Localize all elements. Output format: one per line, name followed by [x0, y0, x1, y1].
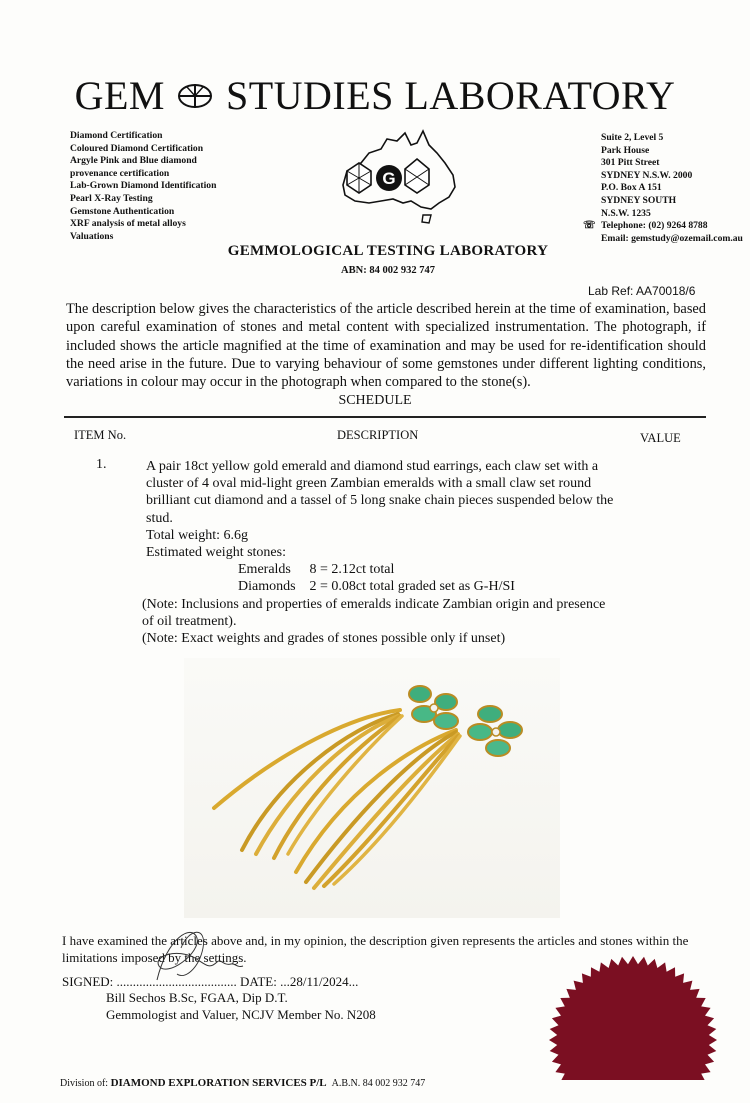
email-line: Email: gemstudy@ozemail.com.au [601, 232, 743, 244]
seal-shape [549, 956, 717, 1080]
schedule-title: SCHEDULE [338, 393, 412, 408]
division-footer [60, 1077, 425, 1089]
item-description: A pair 18ct yellow gold emerald and diamond stud earrings, each claw set with a cluster of 4 oval mid-light green Zambian emeralds with a small claw set round brilliant cut diamond and a tassel of 5 long snake chain pieces suspended below the stud. [146, 459, 614, 526]
service-item: XRF analysis of metal alloys [70, 218, 186, 230]
emeralds-value: 8 = 2.12ct total [309, 562, 395, 578]
note-weights: (Note: Exact weights and grades of stones possible only if unset) [142, 631, 506, 647]
column-header-description: DESCRIPTION [337, 428, 419, 442]
service-item: Coloured Diamond Certification [70, 142, 204, 154]
telephone-text: Telephone: (02) 9264 8788 [601, 220, 708, 232]
page-title [0, 72, 750, 119]
address-line: Suite 2, Level 5 [601, 132, 664, 143]
lab-reference: Lab Ref: AA70018/6 [588, 284, 696, 298]
schedule-divider [64, 416, 706, 418]
address-line: 301 Pitt Street [601, 157, 660, 169]
column-header-item: ITEM No. [74, 428, 127, 442]
address-line: SYDNEY N.S.W. 2000 [601, 169, 693, 181]
address-block [583, 132, 743, 245]
service-item: Gemstone Authentication [70, 205, 175, 217]
logo-letter: G [382, 169, 396, 188]
earrings-illustration [184, 658, 560, 918]
item-number: 1. [96, 457, 107, 472]
service-item: provenance certification [70, 167, 170, 179]
title-studies-laboratory: STUDIES LABORATORY [225, 73, 676, 118]
intro-paragraph: The description below gives the characteristics of the article described herein at the time of examination, based upon careful examination of stones and metal content with specialized instrumentation. The photograph, if included shows the article magnified at the time of examination and may be used for re-identification should the need arise in the future. Due to varying behaviour of some gemstones under different lighting conditions, variations in colour may occur in the photograph when compared to the stone(s). [66, 301, 706, 391]
examination-statement: I have examined the articles above and, in my opinion, the description given represents the articles and stones within the limitations imposed by the settings. [62, 933, 689, 965]
earrings-photo [184, 658, 560, 918]
address-line: N.S.W. 1235 [601, 207, 651, 219]
australia-map-logo [325, 123, 470, 228]
gem-diamond-icon [177, 81, 213, 111]
abn-number: ABN: 84 002 932 747 [341, 265, 435, 276]
lab-subtitle: GEMMOLOGICAL TESTING LABORATORY [227, 243, 549, 259]
right-emerald-cluster [468, 706, 522, 756]
estimated-weight-heading: Estimated weight stones: [146, 545, 286, 561]
address-line: SYDNEY SOUTH [601, 194, 677, 206]
service-item: Valuations [70, 230, 114, 242]
address-line: P.O. Box A 151 [601, 182, 662, 194]
diamonds-row [146, 578, 618, 595]
division-abn: A.B.N. 84 002 932 747 [331, 1078, 426, 1089]
left-emerald-cluster [409, 686, 458, 729]
date-text: DATE: ...28/11/2024... [240, 974, 359, 989]
division-company: DIAMOND EXPLORATION SERVICES P/L [110, 1077, 327, 1089]
note-origin: (Note: Inclusions and properties of emeralds indicate Zambian origin and presence of oil treatment). [142, 596, 606, 629]
emeralds-label: Emeralds [238, 562, 291, 578]
signer-title: Gemmologist and Valuer, NCJV Member No. N208 [106, 1007, 376, 1022]
telephone-icon: ☏ [583, 220, 596, 232]
address-line: Park House [601, 144, 650, 156]
item-description-block [142, 458, 618, 647]
division-prefix: Division of: [60, 1078, 109, 1089]
service-item: Lab-Grown Diamond Identification [70, 180, 217, 192]
service-item: Argyle Pink and Blue diamond [70, 155, 197, 167]
services-list [70, 130, 216, 243]
service-item: Diamond Certification [70, 130, 163, 141]
gem-left-icon [347, 163, 371, 193]
column-header-value: VALUE [640, 431, 681, 445]
signed-label: SIGNED: ..................................... [62, 974, 237, 989]
signed-line [62, 974, 358, 990]
signer-name: Bill Sechos B.Sc, FGAA, Dip D.T. [106, 990, 288, 1005]
total-weight: Total weight: 6.6g [146, 527, 249, 543]
title-gem: GEM [74, 73, 165, 118]
service-item: Pearl X-Ray Testing [70, 192, 153, 204]
gem-right-icon [405, 159, 429, 193]
diamonds-value: 2 = 0.08ct total graded set as G-H/SI [309, 579, 515, 595]
red-seal [548, 948, 718, 1080]
telephone-line [583, 220, 743, 233]
diamonds-label: Diamonds [238, 579, 296, 595]
emeralds-row [146, 561, 618, 578]
